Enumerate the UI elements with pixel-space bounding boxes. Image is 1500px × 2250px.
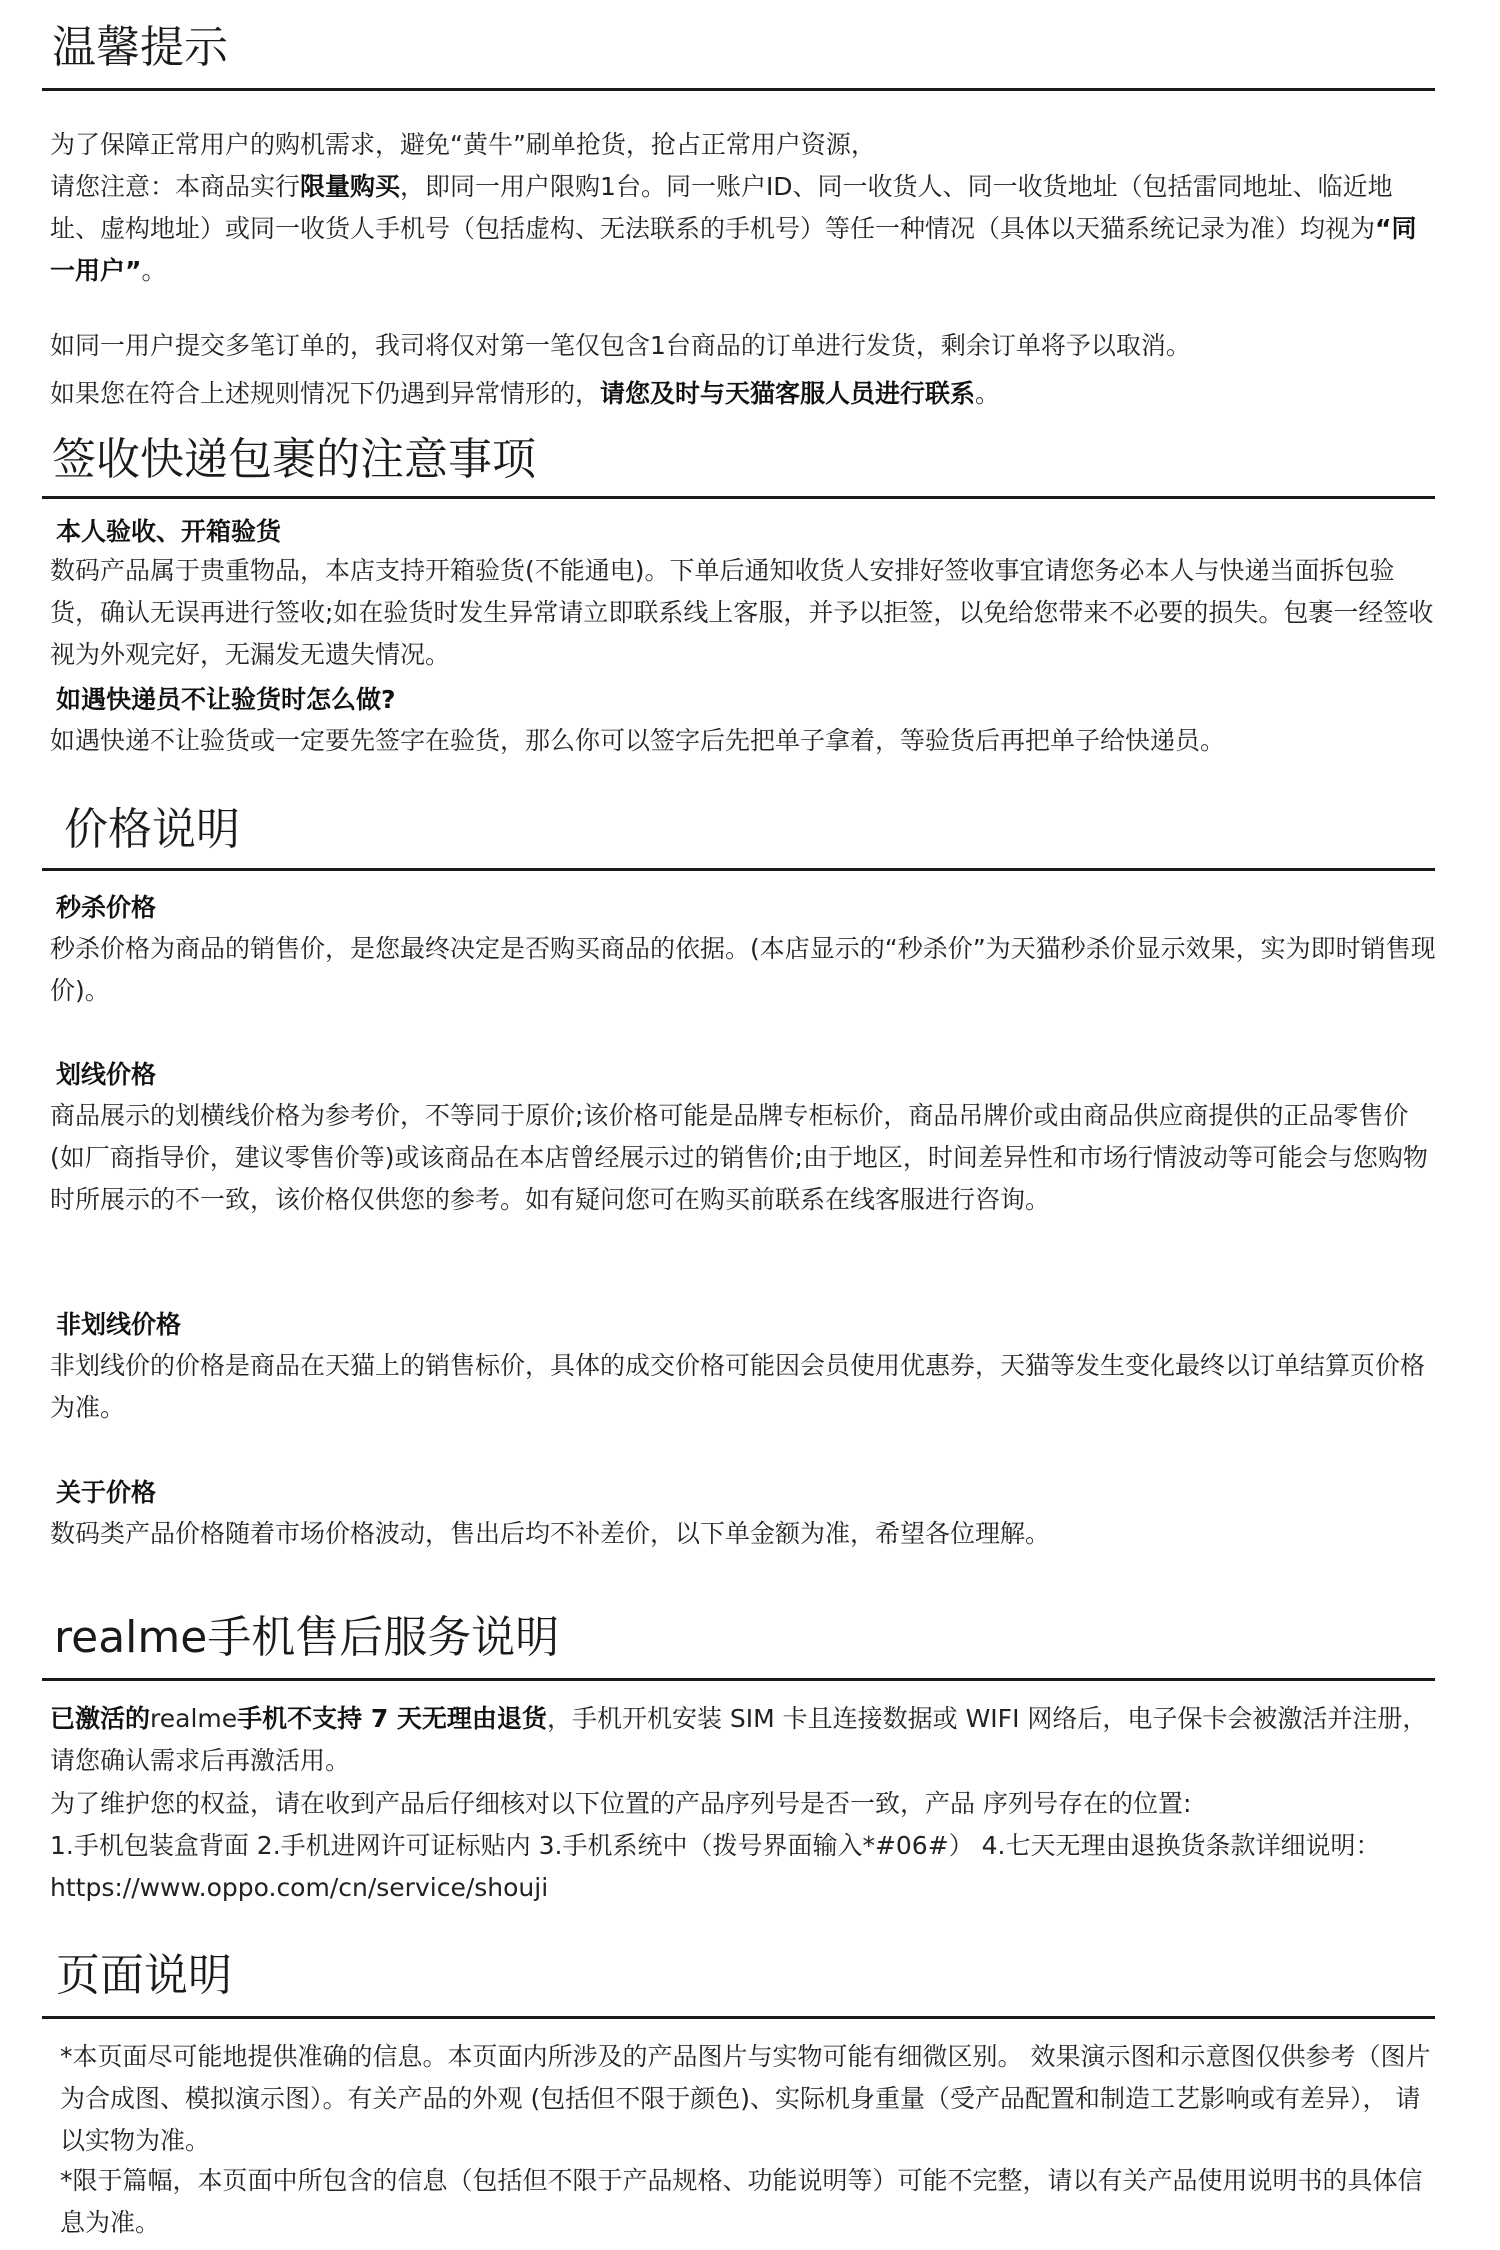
after-sales-line-1: 已激活的realme手机不支持 7 天无理由退货，手机开机安装 SIM 卡且连接数据或 WIFI 网络后，电子保卡会被激活并注册，请您确认需求后再激活用。 (50, 1704, 1428, 1775)
section-title-after-sales: realme手机售后服务说明 (54, 1612, 560, 1663)
subheading-about-price: 关于价格 (56, 1478, 157, 1507)
section-title-price: 价格说明 (64, 804, 240, 855)
paragraph-flash-sale-price: 秒杀价格为商品的销售价，是您最终决定是否购买商品的依据。(本店显示的“秒杀价”为天猫秒杀价显示效果，实为即时销售现价)。 (50, 934, 1436, 1005)
page-note-2: *限于篇幅，本页面中所包含的信息（包括但不限于产品规格、功能说明等）可能不完整，请以有关产品使用说明书的具体信息为准。 (60, 2166, 1423, 2237)
paragraph-courier-refuses: 如遇快递不让验货或一定要先签字在验货，那么你可以签字后先把单子拿着，等验货后再把单子给快递员。 (50, 726, 1226, 755)
paragraph-strikethrough-price: 商品展示的划横线价格为参考价，不等同于原价;该价格可能是品牌专柜标价，商品吊牌价或由商品供应商提供的正品零售价(如厂商指导价，建议零售价等)或该商品在本店曾经展示过的销售价;由于地区，时间差异性和市场行情波动等可能会与您购物时所展示的不一致，该价格仅供您的参考。如有疑问您可在购买前联系在线客服进行咨询。 (50, 1101, 1428, 1214)
section-divider (42, 496, 1435, 499)
section-divider (42, 88, 1435, 91)
section-title-page-notes: 页面说明 (56, 1950, 232, 2001)
notice-line-1: 为了保障正常用户的购机需求，避免“黄牛”刷单抢货，抢占正常用户资源， (50, 130, 876, 159)
subheading-courier-refuses: 如遇快递员不让验货时怎么做? (56, 685, 396, 714)
section-divider (42, 2016, 1435, 2019)
notice-line-4: 如果您在符合上述规则情况下仍遇到异常情形的，请您及时与天猫客服人员进行联系。 (50, 379, 1001, 408)
paragraph-non-strikethrough-price: 非划线价的价格是商品在天猫上的销售标价，具体的成交价格可能因会员使用优惠券，天猫等发生变化最终以订单结算页价格为准。 (50, 1351, 1426, 1422)
subheading-strikethrough-price: 划线价格 (56, 1060, 157, 1089)
subheading-flash-sale-price: 秒杀价格 (56, 893, 157, 922)
page-note-1: *本页面尽可能地提供准确的信息。本页面内所涉及的产品图片与实物可能有细微区别。 效果演示图和示意图仅供参考（图片为合成图、模拟演示图）。有关产品的外观 (包括但不限于颜色)、实际机身重量（受产品配置和制造工艺影响或有差异）， 请以实物为准。 (60, 2042, 1431, 2155)
paragraph-self-inspection: 数码产品属于贵重物品，本店支持开箱验货(不能通电)。下单后通知收货人安排好签收事宜请您务必本人与快递当面拆包验货，确认无误再进行签收;如在验货时发生异常请立即联系线上客服，并予以拒签，以免给您带来不必要的损失。包裹一经签收视为外观完好，无漏发无遗失情况。 (50, 556, 1434, 669)
section-divider (42, 1678, 1435, 1681)
after-sales-line-2: 为了维护您的权益，请在收到产品后仔细核对以下位置的产品序列号是否一致，产品 序列号存在的位置: (50, 1789, 1192, 1818)
after-sales-line-3: 1.手机包装盒背面 2.手机进网许可证标贴内 3.手机系统中（拨号界面输入*#06#） 4.七天无理由退换货条款详细说明：https://www.oppo.com/cn/service/shouji (50, 1831, 1381, 1902)
subheading-non-strikethrough-price: 非划线价格 (56, 1310, 182, 1339)
paragraph-about-price: 数码类产品价格随着市场价格波动，售出后均不补差价，以下单金额为准，希望各位理解。 (50, 1519, 1051, 1548)
subheading-self-inspection: 本人验收、开箱验货 (56, 517, 282, 546)
section-title-notice: 温馨提示 (52, 22, 228, 73)
notice-line-3: 如同一用户提交多笔订单的，我司将仅对第一笔仅包含1台商品的订单进行发货，剩余订单将予以取消。 (50, 331, 1191, 360)
notice-line-2: 请您注意：本商品实行限量购买，即同一用户限购1台。同一账户ID、同一收货人、同一收货地址（包括雷同地址、临近地址、虚构地址）或同一收货人手机号（包括虚构、无法联系的手机号）等任一种情况（具体以天猫系统记录为准）均视为“同一用户”。 (50, 172, 1417, 285)
section-divider (42, 868, 1435, 871)
section-title-delivery: 签收快递包裹的注意事项 (52, 434, 536, 485)
